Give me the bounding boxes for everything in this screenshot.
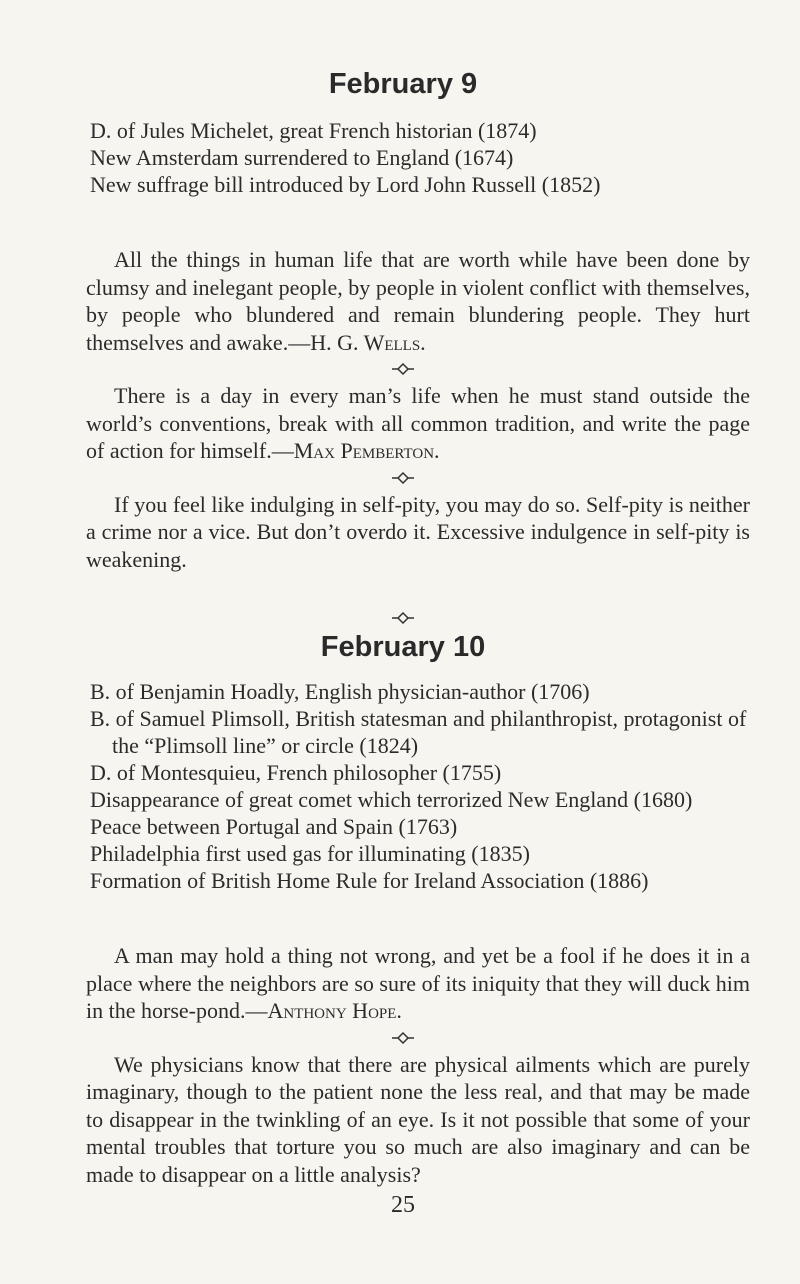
quote-author: H. G. Wells.	[310, 329, 426, 355]
diamond-ornament-icon	[392, 612, 414, 624]
event-item: D. of Montesquieu, French philosopher (1755)	[90, 760, 502, 785]
date-heading-feb-9: February 9	[328, 68, 478, 100]
separator	[56, 611, 750, 627]
event-item: Formation of British Home Rule for Ireland Association (1886)	[90, 868, 649, 893]
event-item: Philadelphia first used gas for illuminating (1835)	[90, 841, 530, 866]
event-item: B. of Samuel Plimsoll, British statesman and philanthropist, protagonist of the “Plimsoll line” or circle (1824)	[90, 706, 747, 758]
quote-paragraph	[86, 246, 750, 356]
quote-paragraph	[86, 942, 750, 1025]
quote-text: There is a day in every man’s life when he must stand outside the world’s conventions, break with all common tradition, and write the page of action for himself.—	[86, 383, 750, 463]
event-item: D. of Jules Michelet, great French historian (1874)	[90, 118, 537, 143]
quote-author: Max Pemberton.	[293, 438, 440, 463]
events-list-feb-10	[90, 678, 750, 894]
separator	[56, 362, 750, 378]
quote-author: Anthony Hope.	[267, 998, 402, 1023]
event-item: Peace between Portugal and Spain (1763)	[90, 814, 458, 839]
event-item: B. of Benjamin Hoadly, English physician-author (1706)	[90, 679, 590, 704]
quote-text: We physicians know that there are physical ailments which are purely imaginary, though to the patient none the less real, and that may be made to disappear in the twinkling of an eye. Is it not possible that some of your mental troubles that torture you so much are also imaginary and can be made to disappear on a little analysis?	[86, 1051, 750, 1187]
event-item: New suffrage bill introduced by Lord John Russell (1852)	[90, 172, 601, 197]
separator	[56, 471, 750, 487]
events-list-feb-9	[90, 117, 750, 198]
event-item: Disappearance of great comet which terrorized New England (1680)	[90, 787, 693, 812]
diamond-ornament-icon	[392, 1032, 414, 1044]
quote-paragraph	[86, 382, 750, 465]
event-item: New Amsterdam surrendered to England (1674)	[90, 145, 514, 170]
quote-text: If you feel like indulging in self-pity, you may do so. Self-pity is neither a crime nor a vice. But don’t overdo it. Excessive indulgence in self-pity is weakening.	[86, 491, 750, 572]
diamond-ornament-icon	[392, 472, 414, 484]
page-number: 25	[391, 1192, 415, 1218]
quote-paragraph	[86, 1051, 750, 1189]
quote-text: All the things in human life that are worth while have been done by clumsy and inelegant people, by people in violent conflict with themselves, by people who blundered and remain blundering people. They hurt themselves and awake.—	[86, 247, 750, 355]
diamond-ornament-icon	[392, 363, 414, 375]
quote-paragraph	[86, 491, 750, 574]
date-heading-feb-10: February 10	[320, 631, 486, 663]
quote-text: A man may hold a thing not wrong, and yet be a fool if he does it in a place where the neighbors are so sure of its iniquity that they will duck him in the horse-pond.—	[86, 943, 750, 1023]
separator	[56, 1031, 750, 1047]
